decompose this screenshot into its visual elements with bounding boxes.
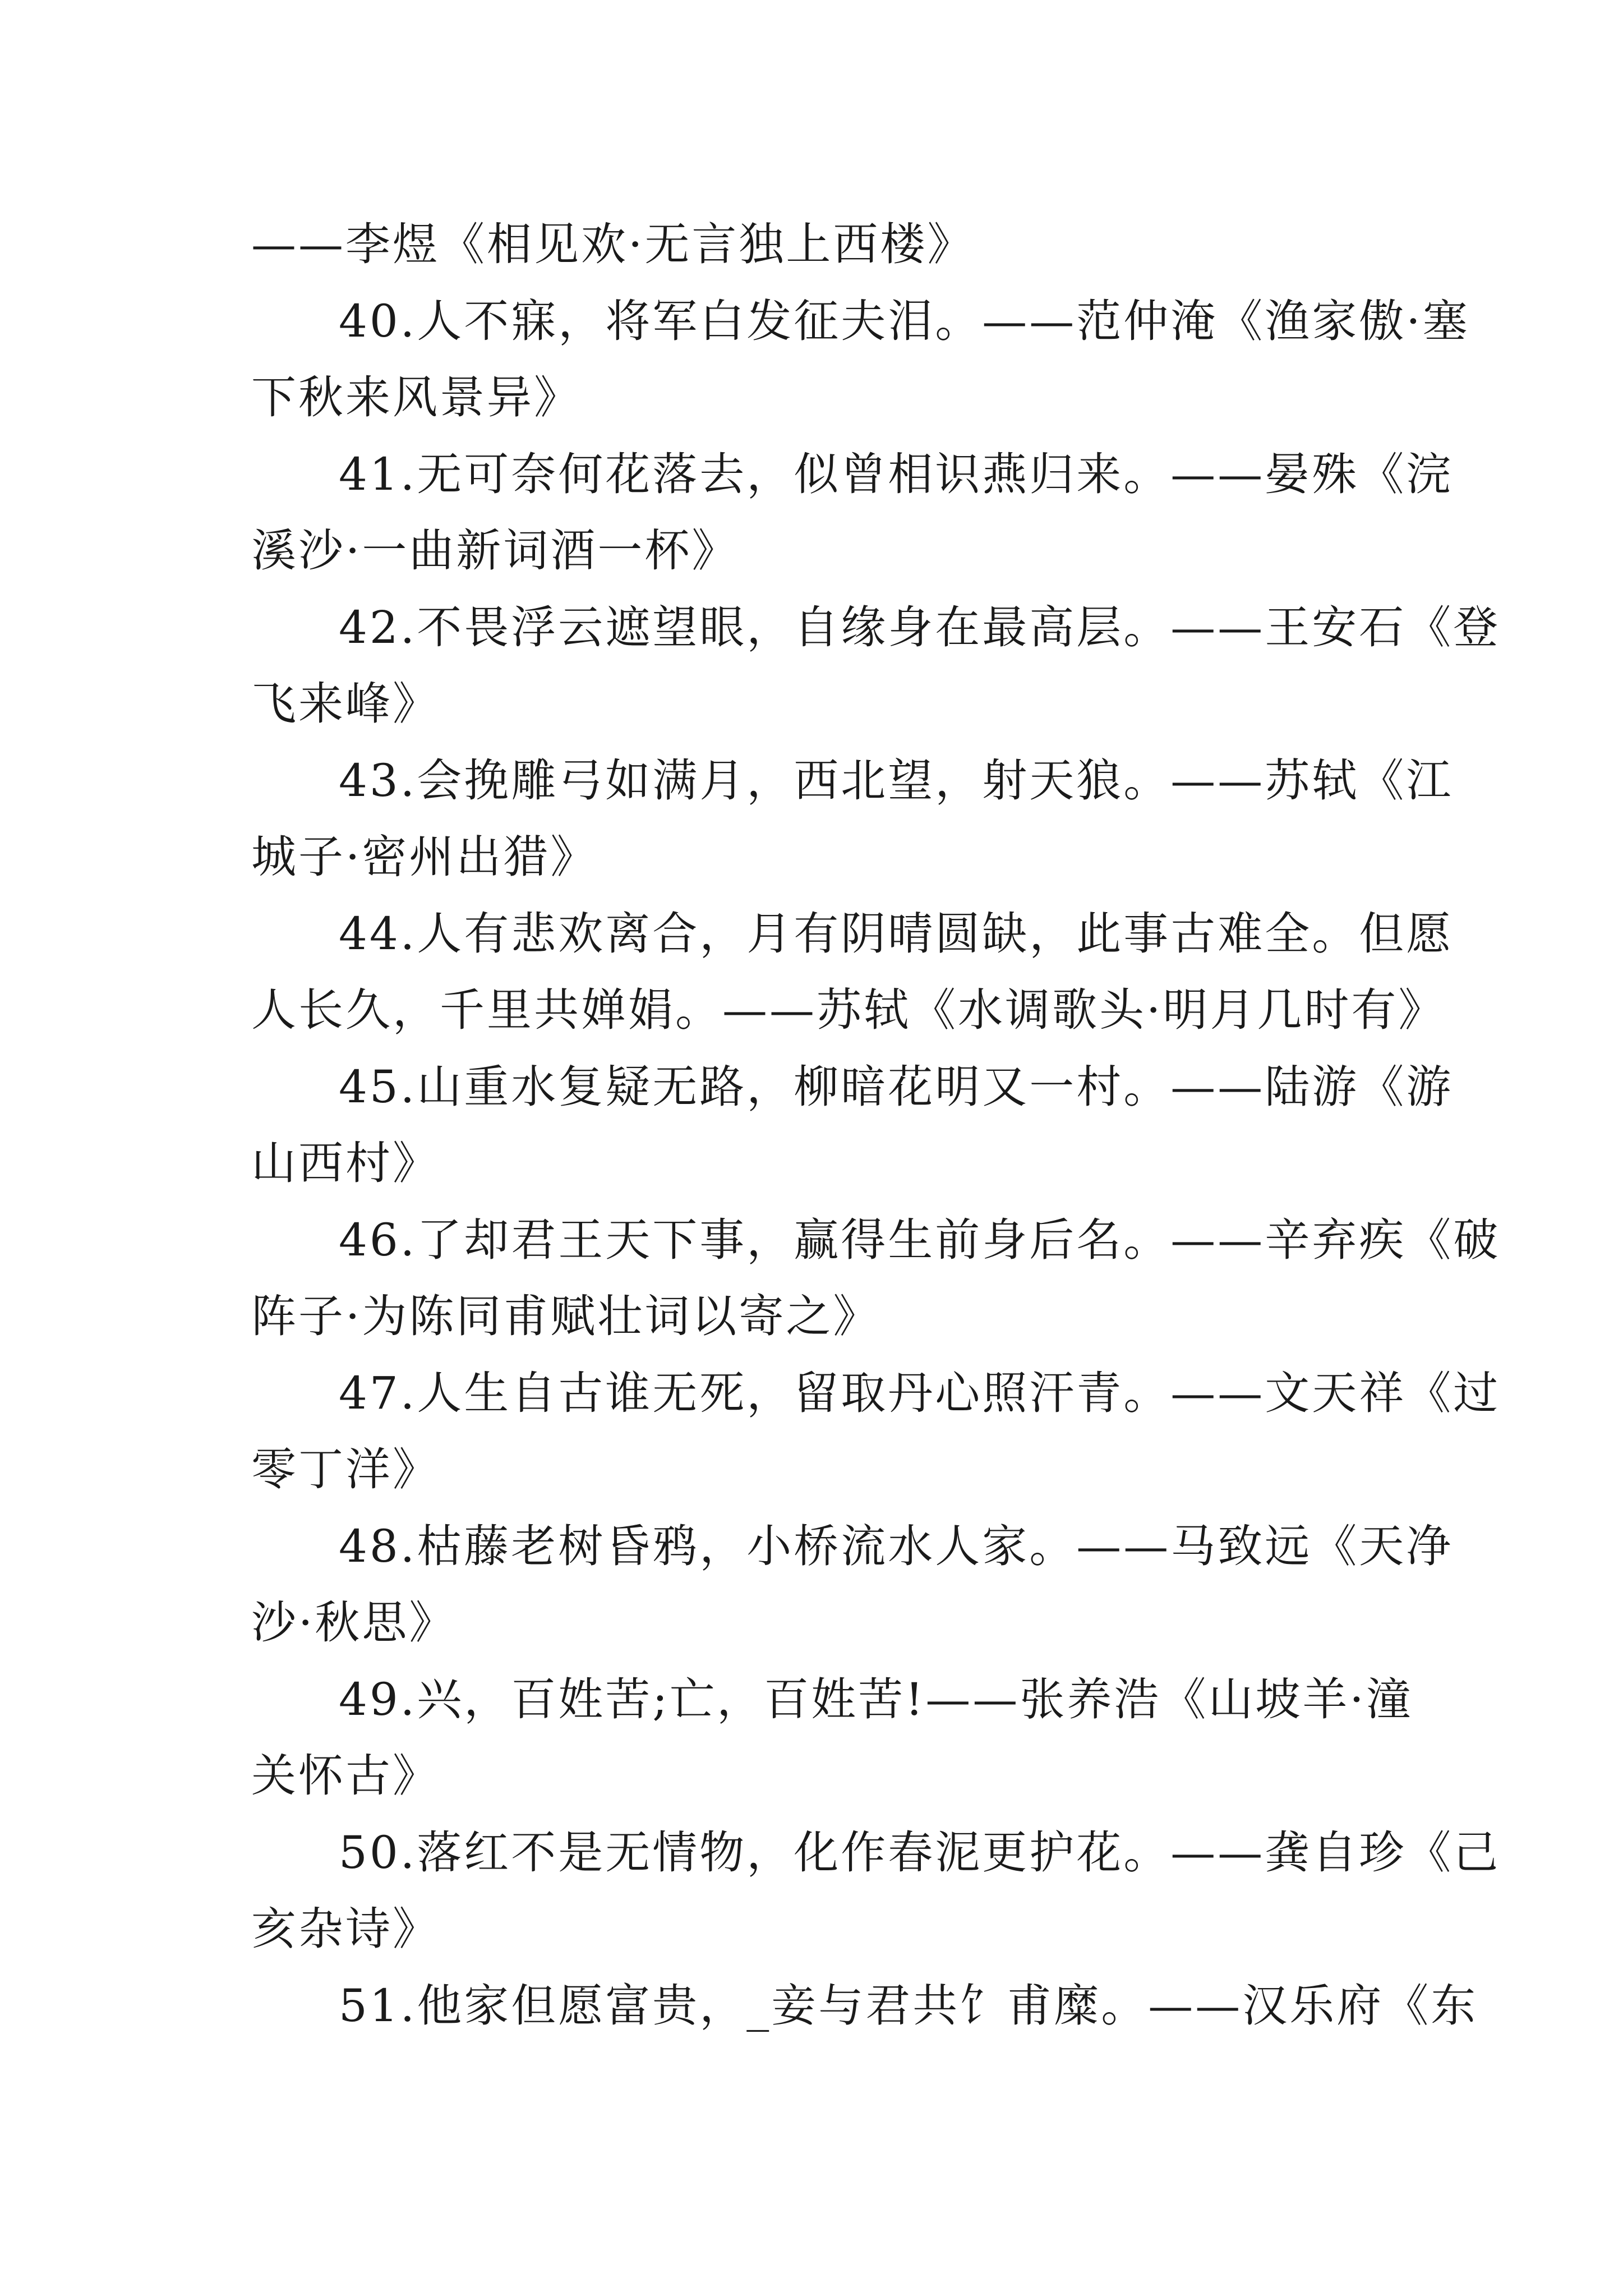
text-line: 溪沙·一曲新词酒一杯》 [251,524,739,577]
text-line: 47.人生自古谁无死，留取丹心照汗青。——文天祥《过 [339,1366,1501,1419]
text-line: 42.不畏浮云遮望眼，自缘身在最高层。——王安石《登 [339,601,1501,654]
text-line: 零丁洋》 [251,1443,440,1496]
text-line: 下秋来风景异》 [251,371,581,424]
text-line: 关怀古》 [251,1750,440,1802]
text-line: 41.无可奈何花落去，似曾相识燕归来。——晏殊《浣 [339,448,1454,500]
text-line: 45.山重水复疑无路，柳暗花明又一村。——陆游《游 [339,1060,1454,1113]
text-line: 亥杂诗》 [251,1903,440,1955]
text-line: 46.了却君王天下事，赢得生前身后名。——辛弃疾《破 [339,1213,1501,1266]
text-line: 43.会挽雕弓如满月，西北望，射天狼。——苏轼《江 [339,754,1454,807]
text-line: 51.他家但愿富贵，_妾与君共饣甫糜。——汉乐府《东 [339,1979,1478,2032]
text-line: 人长久，千里共婵娟。——苏轼《水调歌头·明月几时有》 [251,984,1446,1036]
text-line: 50.落红不是无情物，化作春泥更护花。——龚自珍《己 [339,1826,1501,1879]
text-line: 阵子·为陈同甫赋壮词以寄之》 [251,1290,880,1342]
text-line: 城子·密州出猎》 [251,831,598,883]
text-line: 山西村》 [251,1137,440,1189]
text-line: 48.枯藤老树昏鸦，小桥流水人家。——马致远《天净 [339,1520,1454,1572]
text-line: ——李煜《相见欢·无言独上西楼》 [251,218,975,270]
text-line: 40.人不寐，将军白发征夫泪。——范仲淹《渔家傲·塞 [339,295,1470,347]
document-body [251,206,1501,2044]
text-line: 44.人有悲欢离合，月有阴晴圆缺，此事古难全。但愿 [339,907,1454,960]
text-line: 沙·秋思》 [251,1596,457,1649]
text-line: 49.兴，百姓苦;亡，百姓苦!——张养浩《山坡羊·潼 [339,1673,1413,1726]
text-line: 飞来峰》 [251,678,440,730]
